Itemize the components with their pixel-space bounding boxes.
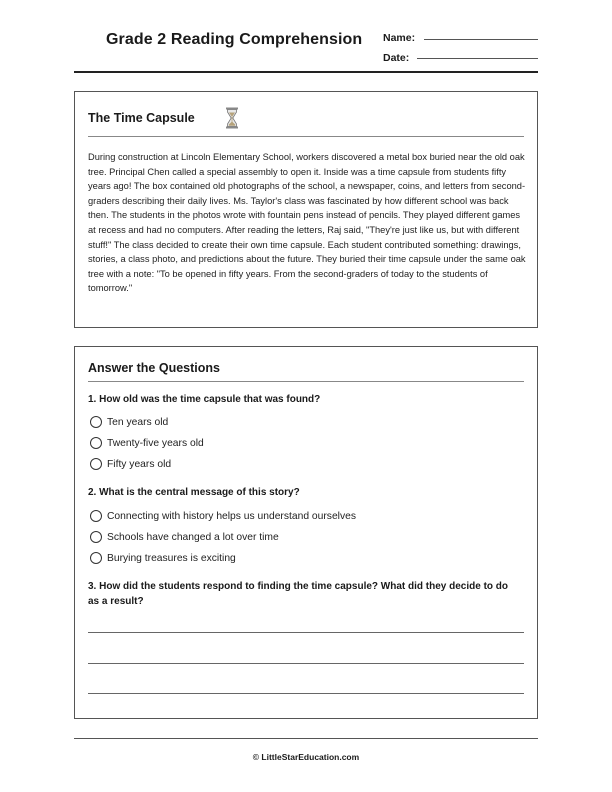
question-3: 3. How did the students respond to finding the time capsule? What did they decide to do as a result? xyxy=(88,581,509,607)
q1-option-3[interactable] xyxy=(90,458,171,470)
story-title: The Time Capsule xyxy=(88,111,195,125)
date-field[interactable] xyxy=(417,58,538,59)
q1-option-1[interactable] xyxy=(90,416,168,428)
story-text: During construction at Lincoln Elementary School, workers discovered a metal box buried near the old oak tree. Principal Chen called a special assembly to open it. Inside was a time capsule from students fifty years ago! The box contained old photographs of the school, a newspaper, coins, and letters from second-graders describing their daily lives. Ms. Taylor's class was fascinated by how different school was back then. The students in the photos wrote with fountain pens instead of pencils. They played different games at recess and had no computers. After reading the letters, Raj said, "They're just like us, but with different stuff!" The class decided to create their own time capsule. Each student contributed something: drawings, stories, a class photo, and predictions about the future. They buried their time capsule under the same oak tree with a note: "To be opened in fifty years. From the second-graders of today to the students of tomorrow." xyxy=(88,152,526,294)
name-field[interactable] xyxy=(424,39,538,40)
radio-button[interactable] xyxy=(90,458,102,470)
radio-button[interactable] xyxy=(90,552,102,564)
questions-title: Answer the Questions xyxy=(88,361,220,375)
q2-option-3[interactable] xyxy=(90,552,236,564)
hourglass-icon xyxy=(225,107,239,129)
radio-button[interactable] xyxy=(90,416,102,428)
footer-copyright: © LittleStarEducation.com xyxy=(252,752,360,762)
date-label: Date: xyxy=(383,52,410,64)
radio-button[interactable] xyxy=(90,510,102,522)
q2-option-1[interactable] xyxy=(90,510,356,522)
story-divider xyxy=(88,136,524,137)
questions-divider xyxy=(88,381,524,382)
question-1: 1. How old was the time capsule that was found? xyxy=(88,394,321,405)
radio-button[interactable] xyxy=(90,531,102,543)
option-label: Burying treasures is exciting xyxy=(107,552,236,564)
answer-line[interactable] xyxy=(88,663,524,664)
story-section xyxy=(74,91,538,328)
question-2: 2. What is the central message of this story? xyxy=(88,487,300,498)
radio-button[interactable] xyxy=(90,437,102,449)
questions-section xyxy=(74,346,538,719)
q2-option-2[interactable] xyxy=(90,531,279,543)
option-label: Fifty years old xyxy=(107,458,172,470)
answer-line[interactable] xyxy=(88,632,524,633)
answer-line[interactable] xyxy=(88,693,524,694)
option-label: Schools have changed a lot over time xyxy=(107,531,279,543)
name-label: Name: xyxy=(383,32,416,44)
option-label: Twenty-five years old xyxy=(107,437,204,449)
q1-option-2[interactable] xyxy=(90,437,204,449)
option-label: Connecting with history helps us understand ourselves xyxy=(107,510,356,522)
header-divider xyxy=(74,71,538,73)
worksheet-title: Grade 2 Reading Comprehension xyxy=(106,31,363,48)
footer-divider xyxy=(74,738,538,739)
option-label: Ten years old xyxy=(107,416,169,428)
